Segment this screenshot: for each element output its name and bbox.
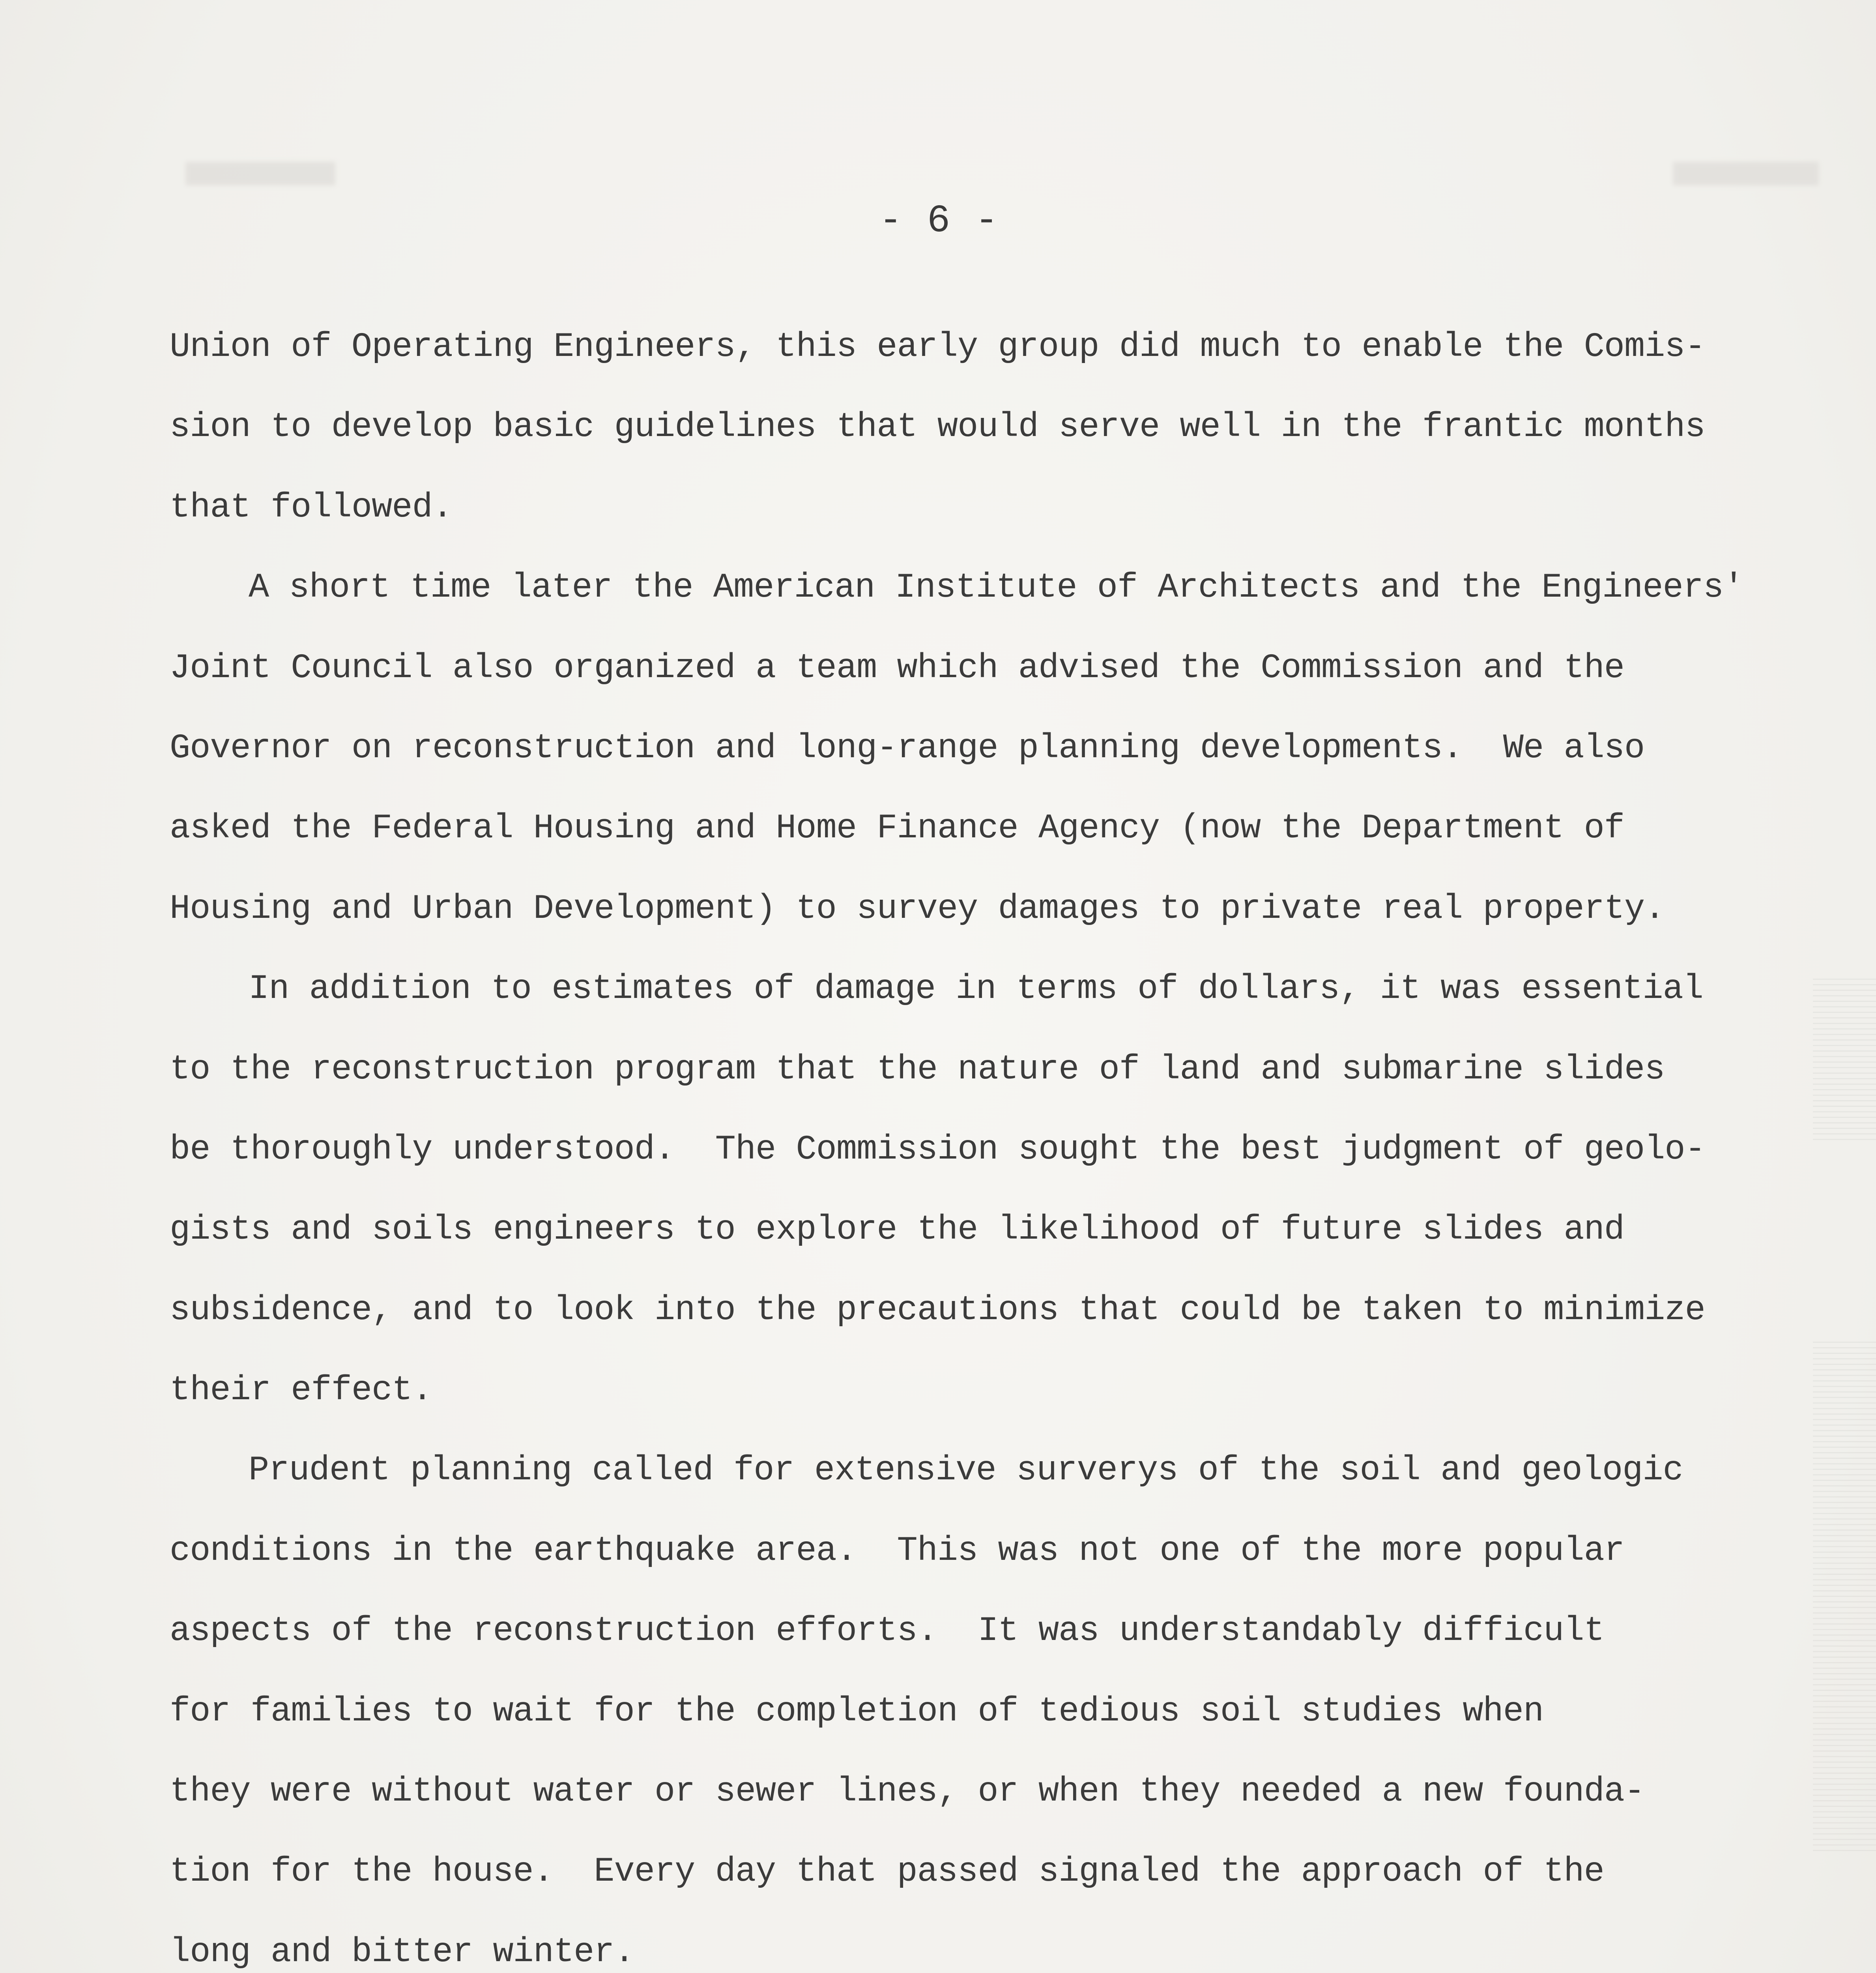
text-line: they were without water or sewer lines, or when they needed a new founda- — [170, 1773, 1645, 1812]
text-line: A short time later the American Institute of Architects and the Engineers' — [249, 569, 1744, 608]
text-line: to the reconstruction program that the nature of land and submarine slides — [170, 1050, 1665, 1089]
text-line: gists and soils engineers to explore the likelihood of future slides and — [170, 1211, 1625, 1250]
text-line: Housing and Urban Development) to survey damages to private real property. — [170, 889, 1665, 928]
text-line: Prudent planning called for extensive surverys of the soil and geologic — [249, 1451, 1683, 1490]
body-text — [170, 324, 1752, 1973]
page-number: - 6 - — [879, 199, 999, 243]
text-line: tion for the house. Every day that passed signaled the approach of the — [170, 1853, 1604, 1892]
edge-scan-artifact — [1813, 979, 1876, 1144]
edge-scan-artifact — [1813, 1342, 1876, 1855]
text-line: Joint Council also organized a team which advised the Commission and the — [170, 649, 1625, 688]
faded-header-mark-left — [185, 162, 335, 185]
text-line: Governor on reconstruction and long-range planning developments. We also — [170, 729, 1645, 768]
text-line: that followed. — [170, 488, 453, 527]
text-line: In addition to estimates of damage in terms of dollars, it was essential — [249, 970, 1704, 1009]
text-line: Union of Operating Engineers, this early group did much to enable the Comis- — [170, 328, 1705, 367]
text-line: subsidence, and to look into the precautions that could be taken to minimize — [170, 1291, 1705, 1330]
text-line: sion to develop basic guidelines that would serve well in the frantic months — [170, 408, 1705, 447]
text-line: long and bitter winter. — [170, 1933, 634, 1972]
text-line: be thoroughly understood. The Commission sought the best judgment of geolo- — [170, 1130, 1705, 1169]
text-line: conditions in the earthquake area. This was not one of the more popular — [170, 1531, 1625, 1571]
text-line: asked the Federal Housing and Home Finance Agency (now the Department of — [170, 809, 1625, 848]
text-line: their effect. — [170, 1371, 432, 1410]
faded-header-mark-right — [1673, 162, 1819, 185]
text-line: aspects of the reconstruction efforts. It was understandably difficult — [170, 1612, 1604, 1651]
text-line: for families to wait for the completion of tedious soil studies when — [170, 1692, 1544, 1731]
